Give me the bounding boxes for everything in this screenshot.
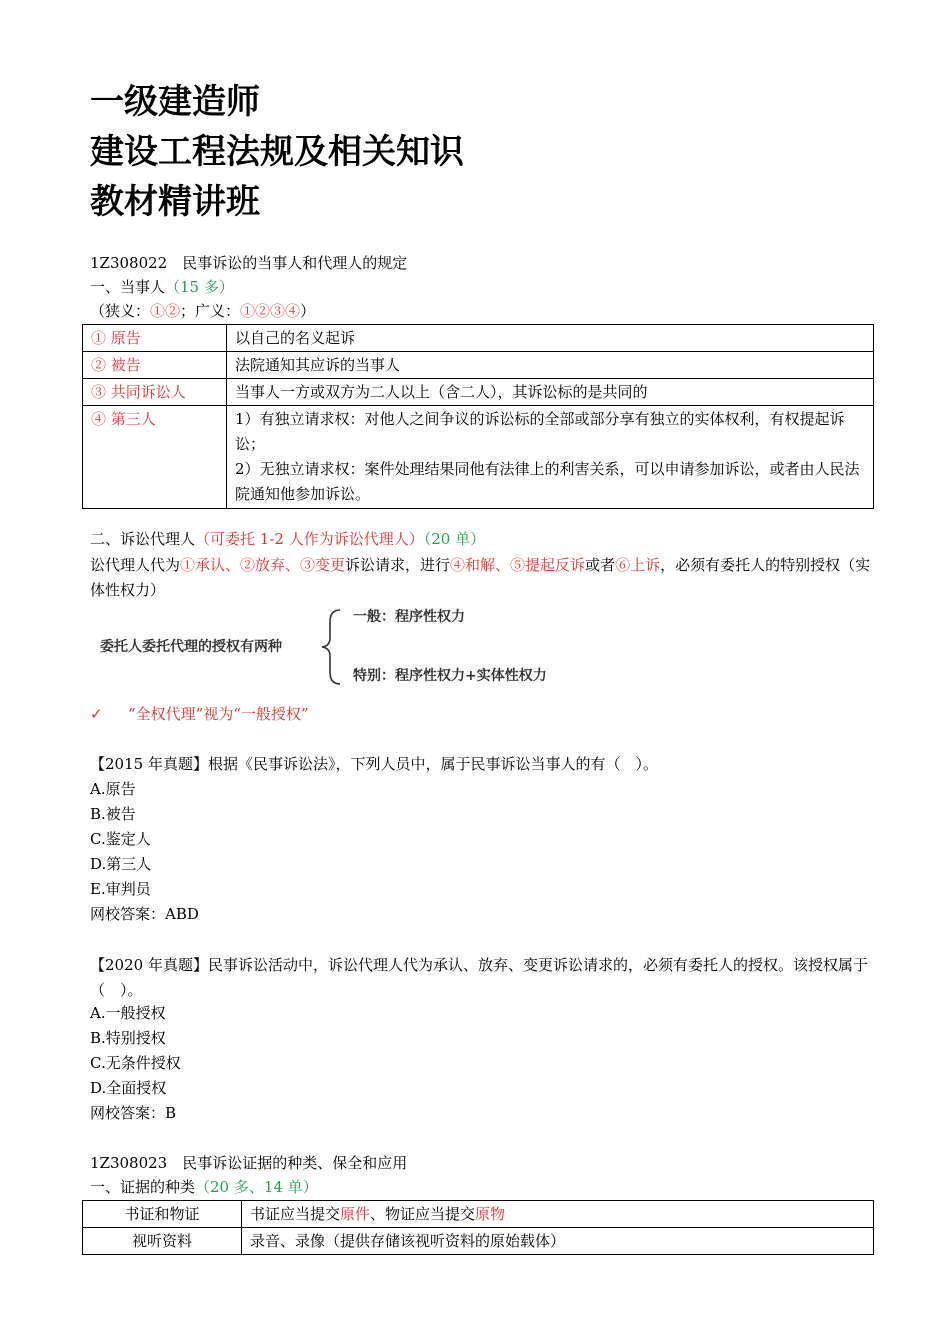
cell-text: 、物证应当提交 — [370, 1205, 476, 1223]
diagram-general: 一般：程序性权力 — [353, 609, 465, 625]
table-cell-term: ③ 共同诉讼人 — [83, 379, 227, 406]
scope-narrow: ①② — [150, 302, 181, 320]
question-answer: 网校答案：B — [90, 1104, 177, 1122]
title-line-2: 建设工程法规及相关知识 — [90, 132, 464, 172]
title-line-1: 一级建造师 — [90, 82, 260, 122]
section-subheading — [90, 277, 234, 297]
note-line — [90, 704, 309, 724]
subheading-text: 一、证据的种类 — [90, 1178, 196, 1196]
section-code-heading: 1Z308022 民事诉讼的当事人和代理人的规定 — [90, 254, 408, 272]
para-highlight: ①承认、②放弃、③变更 — [180, 556, 346, 574]
table-row — [83, 1201, 874, 1228]
parties-table — [82, 324, 874, 509]
cell-highlight: 原物 — [475, 1205, 506, 1223]
table-cell-term: ① 原告 — [83, 325, 227, 352]
agent-heading-note: （可委托 1-2 人作为诉讼代理人） — [195, 530, 424, 548]
table-cell-desc: 以自己的名义起诉 — [227, 325, 874, 352]
third-party-independent: 1）有独立请求权：对他人之间争议的诉讼标的全部或部分享有独立的实体权利，有权提起诉讼； — [235, 410, 845, 453]
question-option: C.无条件授权 — [90, 1054, 181, 1072]
para-highlight: ④和解、⑤提起反诉 — [450, 556, 586, 574]
question-option: D.全面授权 — [90, 1079, 167, 1097]
question-option: A.原告 — [90, 780, 136, 798]
evidence-table — [82, 1200, 874, 1255]
scope-mid: ；广义： — [180, 302, 241, 320]
table-cell-desc: 当事人一方或双方为二人以上（含二人），其诉讼标的是共同的 — [227, 379, 874, 406]
scope-broad: ①②③④ — [240, 302, 301, 320]
para-text: 讼代理人代为 — [90, 556, 181, 574]
table-cell-term: 书证和物证 — [83, 1201, 242, 1228]
para-highlight: ⑥上诉 — [615, 556, 661, 574]
third-party-dependent: 2）无独立请求权：案件处理结果同他有法律上的利害关系，可以申请参加诉讼，或者由人民法院通知他参加诉讼。 — [235, 460, 860, 503]
exam-frequency-tag: （20 多、14 单） — [195, 1178, 318, 1196]
question-option: A.一般授权 — [90, 1004, 166, 1022]
table-cell-term: 视听资料 — [83, 1228, 242, 1255]
scope-note — [90, 301, 315, 321]
agent-heading — [90, 529, 485, 549]
question-option: D.第三人 — [90, 855, 152, 873]
table-cell-desc: 法院通知其应诉的当事人 — [227, 352, 874, 379]
table-row — [83, 379, 874, 406]
question-option: B.特别授权 — [90, 1029, 166, 1047]
title-line-3: 教材精讲班 — [90, 182, 260, 222]
brace-icon — [318, 606, 348, 688]
note-text: “全权代理”视为“一般授权” — [128, 705, 309, 723]
diagram-label: 委托人委托代理的授权有两种 — [100, 639, 282, 655]
question-stem: 【2020 年真题】民事诉讼活动中，诉讼代理人代为承认、放弃、变更诉讼请求的，必须有委托人的授权。该授权属于（ ）。 — [90, 956, 868, 999]
question-option: C.鉴定人 — [90, 830, 151, 848]
table-row — [83, 406, 874, 509]
agent-paragraph — [90, 553, 880, 603]
question-option: B.被告 — [90, 805, 136, 823]
diagram-special: 特别：程序性权力+实体性权力 — [353, 668, 547, 684]
para-text: ，必须有委托人的特别授权（实体性权力） — [90, 556, 871, 599]
agent-heading-text: 二、诉讼代理人 — [90, 530, 196, 548]
section-code-heading: 1Z308023 民事诉讼证据的种类、保全和应用 — [90, 1154, 408, 1172]
table-cell-desc — [242, 1201, 874, 1228]
table-cell-desc — [227, 406, 874, 509]
cell-text: 书证应当提交 — [250, 1205, 341, 1223]
para-text: 或者 — [585, 556, 616, 574]
scope-open: （狭义： — [90, 302, 151, 320]
exam-frequency-tag: （20 单） — [423, 530, 486, 548]
question-answer: 网校答案：ABD — [90, 905, 199, 923]
table-row — [83, 352, 874, 379]
subheading-text: 一、当事人 — [90, 278, 166, 296]
table-cell-desc: 录音、录像（提供存储该视听资料的原始载体） — [242, 1228, 874, 1255]
exam-frequency-tag: （15 多） — [165, 278, 234, 296]
cell-highlight: 原件 — [340, 1205, 371, 1223]
para-text: 诉讼请求，进行 — [345, 556, 451, 574]
table-cell-term: ④ 第三人 — [83, 406, 227, 509]
table-cell-term: ② 被告 — [83, 352, 227, 379]
question-option: E.审判员 — [90, 880, 151, 898]
scope-close: ） — [300, 302, 316, 320]
table-row — [83, 325, 874, 352]
checkmark-icon: ✓ — [90, 705, 103, 723]
section-subheading — [90, 1177, 318, 1197]
question-stem: 【2015 年真题】根据《民事诉讼法》，下列人员中，属于民事诉讼当事人的有（ ）。 — [90, 755, 658, 773]
table-row — [83, 1228, 874, 1255]
